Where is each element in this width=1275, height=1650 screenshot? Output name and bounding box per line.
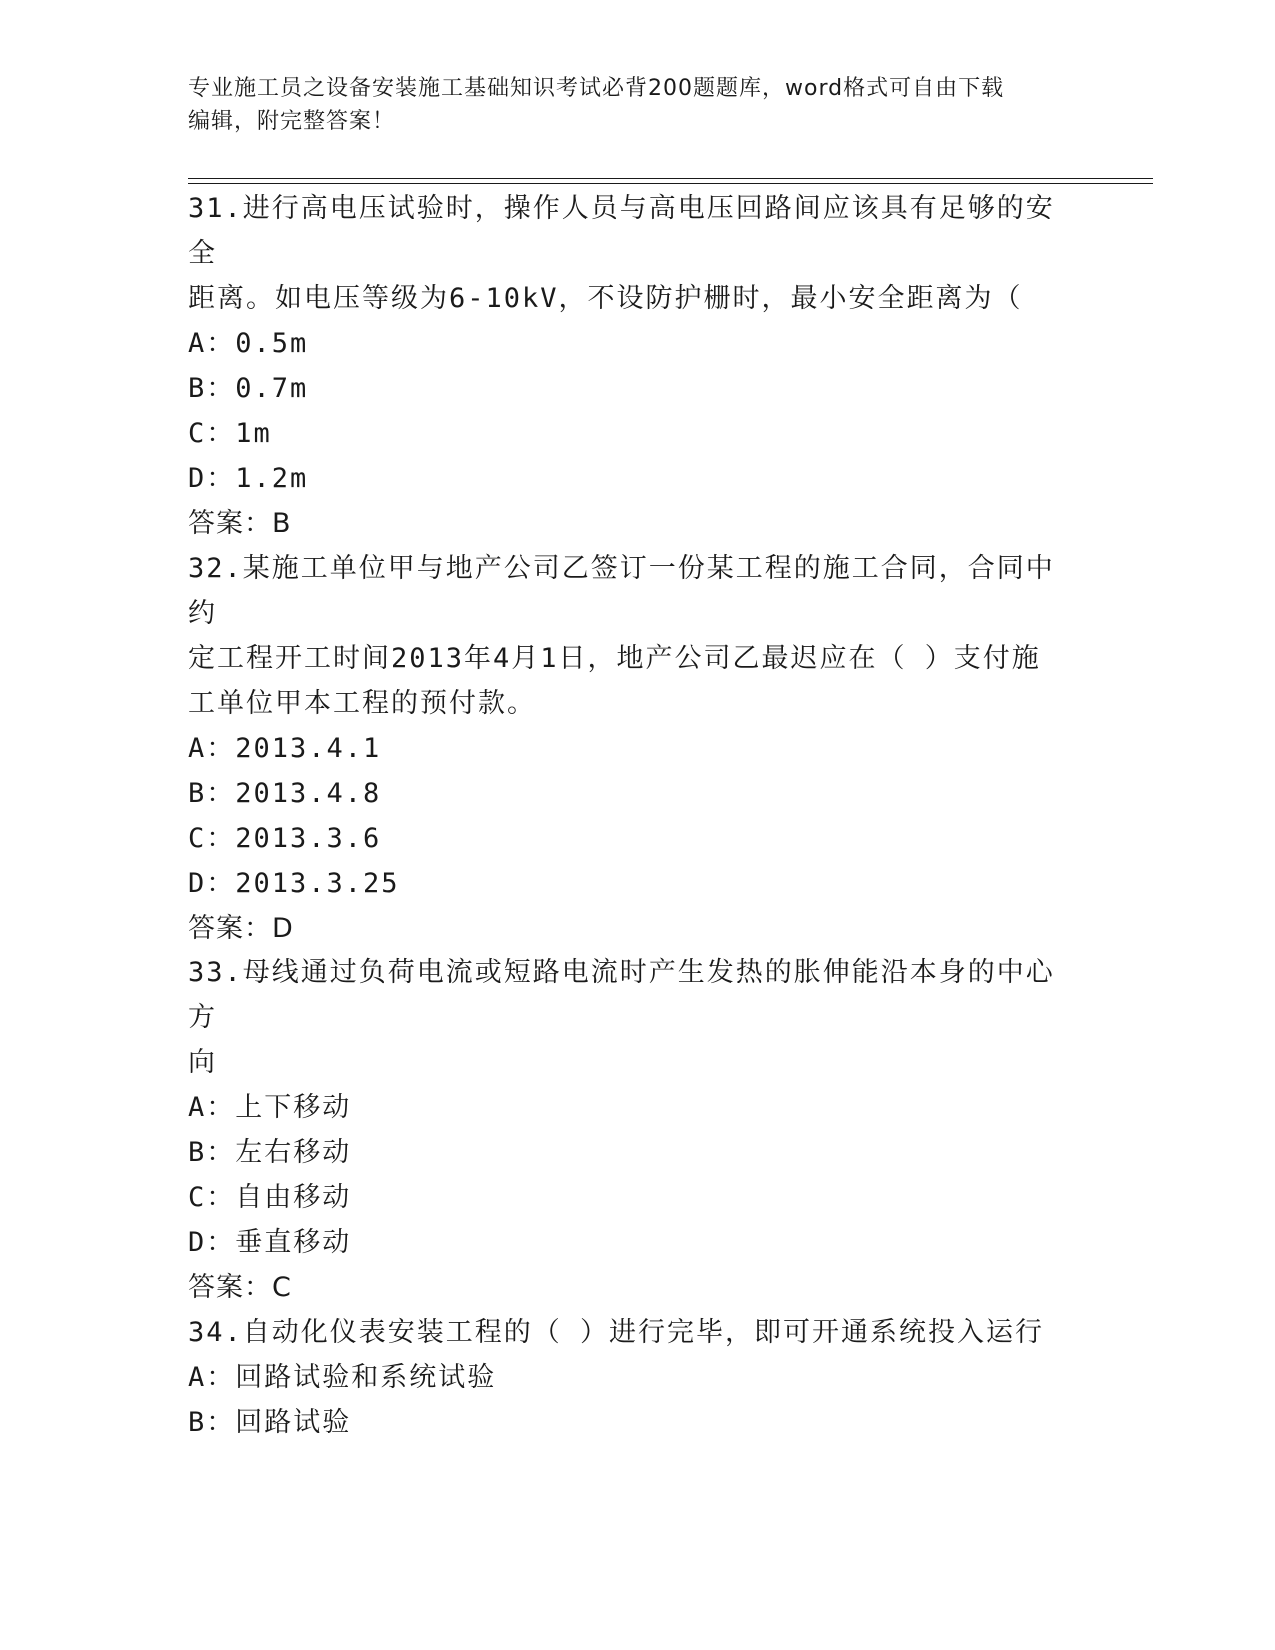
question-stem-line: 34.自动化仪表安装工程的（ ）进行完毕，即可开通系统投入运行	[188, 1317, 1045, 1348]
option-b: B：2013.4.8	[188, 778, 382, 809]
question-stem-line: 31.进行高电压试验时，操作人员与高电压回路间应该具有足够的安全	[188, 193, 1055, 269]
option-d: D：1.2m	[188, 463, 309, 494]
option-a: A：上下移动	[188, 1092, 352, 1123]
option-c: C：2013.3.6	[188, 823, 382, 854]
question-33	[188, 950, 1078, 1310]
option-d: D：2013.3.25	[188, 868, 400, 899]
question-32	[188, 546, 1078, 951]
question-stem-line: 距离。如电压等级为6-10kV，不设防护栅时，最小安全距离为（	[188, 283, 1023, 314]
answer-line: 答案：C	[188, 1272, 292, 1303]
header-divider-bottom	[188, 183, 1153, 184]
option-a: A：回路试验和系统试验	[188, 1362, 497, 1393]
option-d: D：垂直移动	[188, 1227, 352, 1258]
header-title-line-2: 编辑，附完整答案！	[188, 109, 396, 134]
option-b: B：左右移动	[188, 1137, 352, 1168]
option-b: B：回路试验	[188, 1407, 352, 1438]
question-stem-line: 33.母线通过负荷电流或短路电流时产生发热的胀伸能沿本身的中心方	[188, 957, 1055, 1033]
question-34	[188, 1310, 1078, 1445]
option-c: C：1m	[188, 418, 272, 449]
option-a: A：0.5m	[188, 328, 309, 359]
question-stem-line: 工单位甲本工程的预付款。	[188, 688, 536, 719]
question-stem-line: 向	[188, 1047, 217, 1078]
document-header	[188, 72, 1068, 138]
question-stem-line: 定工程开工时间2013年4月1日，地产公司乙最迟应在（ ）支付施	[188, 643, 1041, 674]
option-b: B：0.7m	[188, 373, 309, 404]
question-31	[188, 186, 1078, 546]
option-a: A：2013.4.1	[188, 733, 382, 764]
answer-line: 答案：B	[188, 508, 292, 539]
option-c: C：自由移动	[188, 1182, 352, 1213]
answer-line: 答案：D	[188, 913, 294, 944]
question-stem-line: 32.某施工单位甲与地产公司乙签订一份某工程的施工合同，合同中约	[188, 553, 1055, 629]
header-title-line-1: 专业施工员之设备安装施工基础知识考试必背200题题库，word格式可自由下载	[188, 76, 1005, 101]
header-divider-top	[188, 178, 1153, 179]
